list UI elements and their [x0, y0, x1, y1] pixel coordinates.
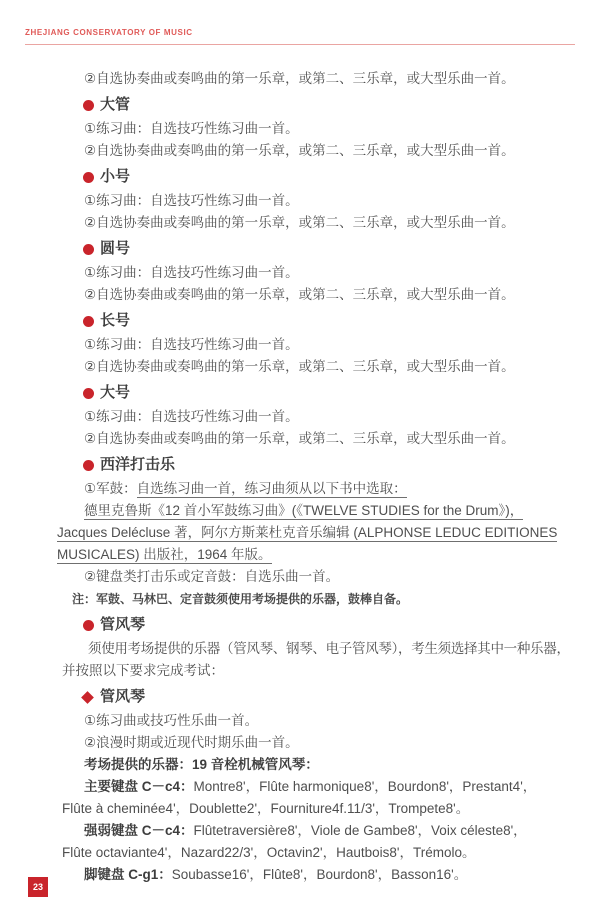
manual1-stops-line-2: Flûte à cheminée4'，Doublette2'，Fourniture4f.11/3'，Trompete8'。 — [62, 801, 470, 816]
exam-item-2: ②自选协奏曲或奏鸣曲的第一乐章，或第二、三乐章，或大型乐曲一首。 — [84, 143, 515, 158]
section-heading-bassoon — [62, 92, 543, 118]
section-title: 管风琴 — [100, 616, 146, 633]
manual2-stops: Flûtetraversière8'，Viole de Gambe8'，Voix céleste8'， — [193, 823, 527, 838]
section-title: 西洋打击乐 — [100, 456, 176, 473]
carryover-exam-item: ②自选协奏曲或奏鸣曲的第一乐章，或第二、三乐章，或大型乐曲一首。 — [84, 71, 515, 86]
red-bullet-icon — [83, 100, 94, 111]
item-prefix: ①军鼓： — [84, 481, 137, 496]
pedal-stops: Soubasse16'，Flûte8'，Bourdon8'，Basson16'。 — [171, 867, 468, 882]
conservatory-name: ZHEJIANG CONSERVATORY OF MUSIC — [25, 28, 193, 37]
manual1-label: 主要键盘 C－c4： — [84, 779, 194, 794]
underlined-requirement: 自选练习曲一首，练习曲须从以下书中选取： — [136, 481, 407, 496]
manual2-label: 强弱键盘 C－c4： — [84, 823, 194, 838]
book-reference-line-2: Jacques Delécluse 著，阿尔方斯莱杜克音乐编辑 (ALPHONSE LEDUC EDITIONES — [57, 525, 558, 540]
red-bullet-icon — [83, 620, 94, 631]
red-bullet-icon — [83, 172, 94, 183]
exam-item-2: ②自选协奏曲或奏鸣曲的第一乐章，或第二、三乐章，或大型乐曲一首。 — [84, 431, 515, 446]
section-title: 圆号 — [100, 240, 131, 257]
book-reference-line-3: MUSICALES) 出版社，1964 年版。 — [57, 547, 272, 562]
section-heading-trombone — [62, 308, 543, 334]
section-tuba — [62, 380, 543, 450]
section-title: 大号 — [100, 384, 131, 401]
exam-item-1: ①练习曲：自选技巧性练习曲一首。 — [84, 193, 299, 208]
manual2-stops-line-2: Flûte octaviante4'，Nazard22/3'，Octavin2'，Hautbois8'，Trémolo。 — [62, 845, 476, 860]
page-content — [57, 68, 570, 886]
snare-drum-item — [62, 478, 543, 500]
exam-item-2: ②自选协奏曲或奏鸣曲的第一乐章，或第二、三乐章，或大型乐曲一首。 — [84, 215, 515, 230]
red-diamond-icon — [81, 691, 94, 704]
manual2-stops-line-1 — [62, 820, 543, 842]
section-heading-trumpet — [62, 164, 543, 190]
page-number-badge: 23 — [28, 877, 48, 897]
organ-subsection-heading — [62, 684, 543, 710]
organ-intro-line-1: 须使用考场提供的乐器（管风琴、钢琴、电子管风琴），考生须选择其中一种乐器， — [88, 641, 570, 656]
organ-intro-line-2: 并按照以下要求完成考试： — [62, 663, 224, 678]
section-organ — [62, 612, 570, 886]
header-rule — [25, 44, 575, 45]
red-bullet-icon — [83, 388, 94, 399]
organ-exam-item-2: ②浪漫时期或近现代时期乐曲一首。 — [84, 735, 299, 750]
section-percussion — [57, 452, 558, 610]
red-bullet-icon — [83, 244, 94, 255]
pedal-stops-line — [62, 864, 543, 886]
section-heading-percussion — [62, 452, 543, 478]
manual1-stops-line-1 — [62, 776, 543, 798]
section-heading-tuba — [62, 380, 543, 406]
section-trumpet — [62, 164, 543, 234]
keyboard-percussion-item: ②键盘类打击乐或定音鼓：自选乐曲一首。 — [84, 569, 340, 584]
section-title: 小号 — [100, 168, 131, 185]
organ-exam-item-1: ①练习曲或技巧性乐曲一首。 — [84, 713, 259, 728]
exam-item-1: ①练习曲：自选技巧性练习曲一首。 — [84, 409, 299, 424]
pedal-label: 脚键盘 C-g1： — [84, 867, 172, 882]
section-trombone — [62, 308, 543, 378]
exam-item-1: ①练习曲：自选技巧性练习曲一首。 — [84, 121, 299, 136]
red-bullet-icon — [83, 460, 94, 471]
red-bullet-icon — [83, 316, 94, 327]
section-heading-organ — [62, 612, 543, 638]
manual1-stops: Montre8'，Flûte harmonique8'，Bourdon8'，Prestant4'， — [193, 779, 537, 794]
percussion-note: 注：军鼓、马林巴、定音鼓须使用考场提供的乐器，鼓棒自备。 — [72, 592, 409, 606]
exam-item-1: ①练习曲：自选技巧性练习曲一首。 — [84, 265, 299, 280]
section-title: 长号 — [100, 312, 131, 329]
section-bassoon — [62, 92, 543, 162]
provided-instrument-heading: 考场提供的乐器：19 音栓机械管风琴： — [84, 757, 319, 772]
section-horn — [62, 236, 543, 306]
section-title: 大管 — [100, 96, 131, 113]
subsection-title: 管风琴 — [100, 688, 146, 705]
exam-item-2: ②自选协奏曲或奏鸣曲的第一乐章，或第二、三乐章，或大型乐曲一首。 — [84, 287, 515, 302]
exam-item-1: ①练习曲：自选技巧性练习曲一首。 — [84, 337, 299, 352]
section-heading-horn — [62, 236, 543, 262]
exam-item-2: ②自选协奏曲或奏鸣曲的第一乐章，或第二、三乐章，或大型乐曲一首。 — [84, 359, 515, 374]
book-reference-line-1: 德里克鲁斯《12 首小军鼓练习曲》(《TWELVE STUDIES for the Drum》)， — [84, 503, 524, 518]
